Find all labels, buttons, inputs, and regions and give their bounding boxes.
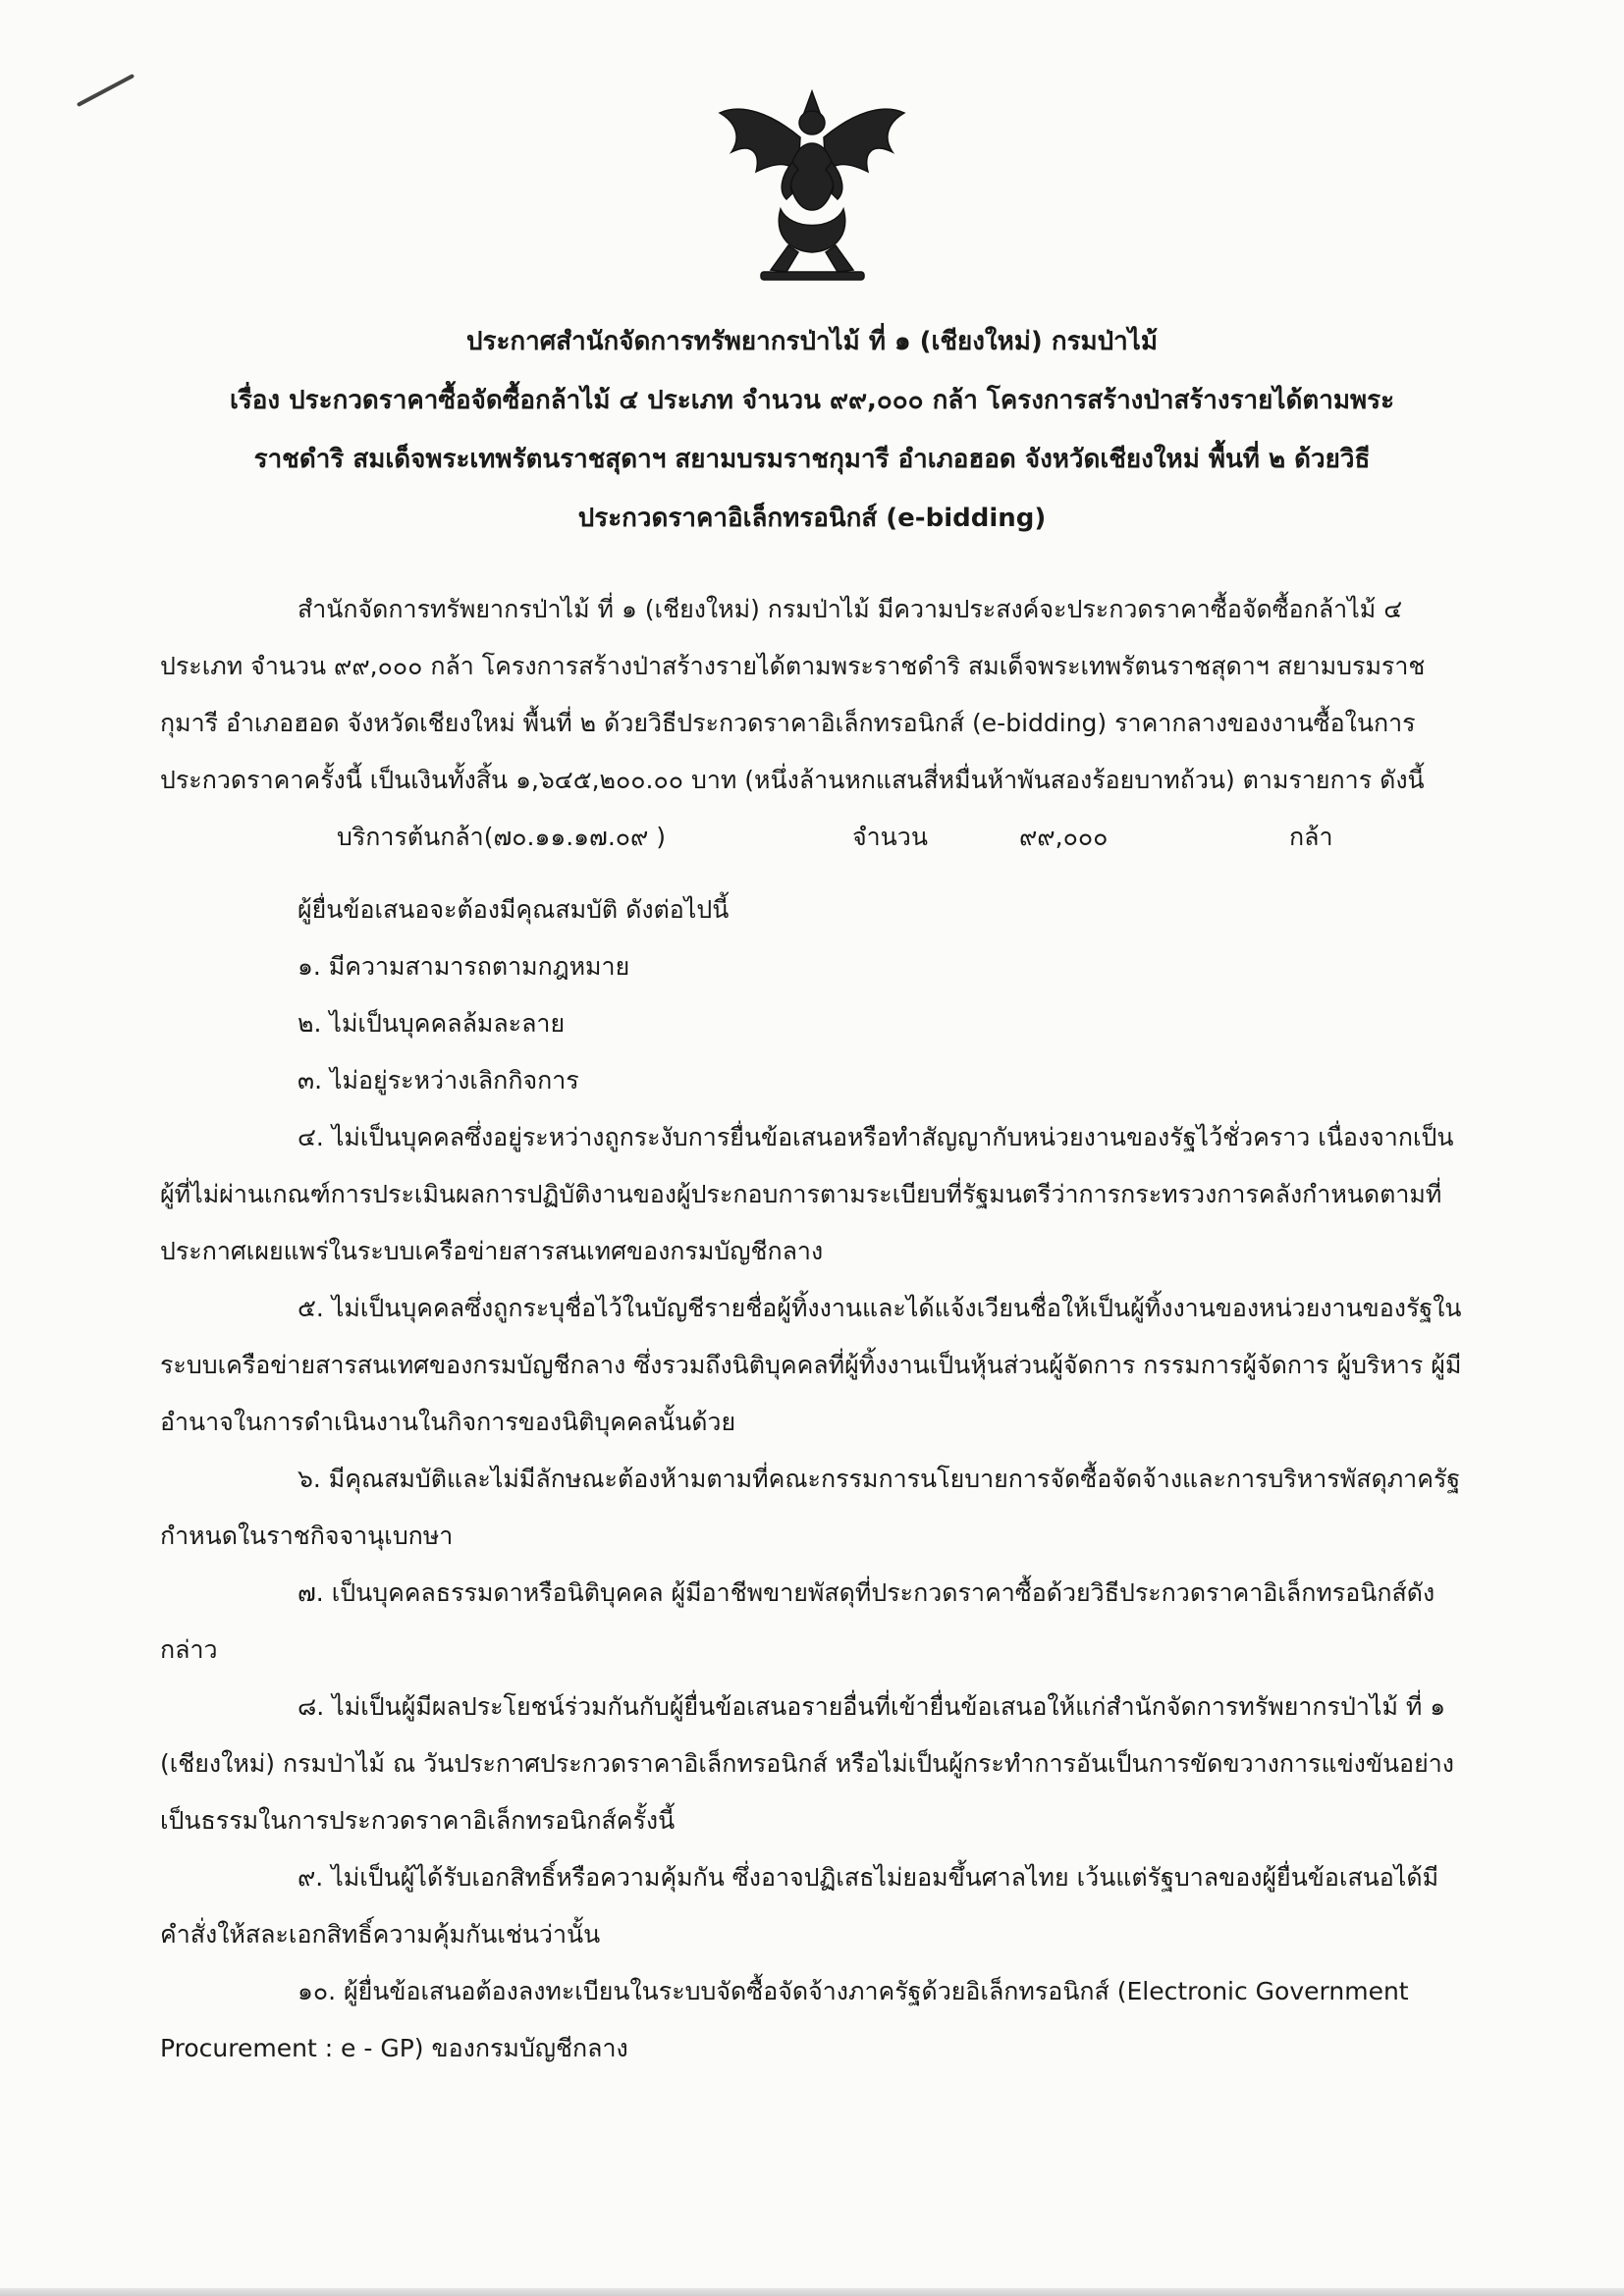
announcement-body	[160, 581, 1466, 2077]
qualification-item: ๒. ไม่เป็นบุคคลล้มละลาย	[298, 1009, 566, 1038]
qualification-item: ๙. ไม่เป็นผู้ได้รับเอกสิทธิ์หรือความคุ้มกัน ซึ่งอาจปฏิเสธไม่ยอมขึ้นศาลไทย เว้นแต่รัฐบาลของผู้ยื่นข้อเสนอได้มีคำสั่งให้สละเอกสิทธิ์ความคุ้มกันเช่นว่านั้น	[160, 1863, 1439, 1949]
title-line-2: เรื่อง ประกวดราคาซื้อจัดซื้อกล้าไม้ ๔ ประเภท จำนวน ๙๙,๐๐๐ กล้า โครงการสร้างป่าสร้างรายได้ตามพระ	[229, 386, 1395, 415]
title-line-1: ประกาศสำนักจัดการทรัพยากรป่าไม้ ที่ ๑ (เชียงใหม่) กรมป่าไม้	[465, 327, 1158, 356]
scan-bottom-edge	[0, 2288, 1624, 2296]
item-row	[160, 809, 1466, 866]
title-line-4: ประกวดราคาอิเล็กทรอนิกส์ (e-bidding)	[577, 504, 1047, 533]
item-name: บริการต้นกล้า(๗๐.๑๑.๑๗.๐๙ )	[337, 823, 667, 851]
qualification-item: ๓. ไม่อยู่ระหว่างเลิกกิจการ	[298, 1066, 579, 1095]
item-qty: ๙๙,๐๐๐	[1019, 823, 1109, 851]
qualification-item: ๖. มีคุณสมบัติและไม่มีลักษณะต้องห้ามตามที่คณะกรรมการนโยบายการจัดซื้อจัดจ้างและการบริหารพัสดุภาครัฐกำหนดในราชกิจจานุเบกษา	[160, 1465, 1461, 1550]
qualification-item: ๔. ไม่เป็นบุคคลซึ่งอยู่ระหว่างถูกระงับการยื่นข้อเสนอหรือทำสัญญากับหน่วยงานของรัฐไว้ชั่วคราว เนื่องจากเป็นผู้ที่ไม่ผ่านเกณฑ์การประเมินผลการปฏิบัติงานของผู้ประกอบการตามระเบียบที่รัฐมนตรีว่าการกระทรวงการคลังกำหนดตามที่ประกาศเผยแพร่ในระบบเครือข่ายสารสนเทศของกรมบัญชีกลาง	[160, 1123, 1454, 1265]
title-line-3: ราชดำริ สมเด็จพระเทพรัตนราชสุดาฯ สยามบรมราชกุมารี อำเภอฮอด จังหวัดเชียงใหม่ พื้นที่ ๒ ด้วยวิธี	[253, 445, 1371, 474]
qualification-item: ๑๐. ผู้ยื่นข้อเสนอต้องลงทะเบียนในระบบจัดซื้อจัดจ้างภาครัฐด้วยอิเล็กทรอนิกส์ (Electronic Government Procurement : e - GP) ของกรมบัญชีกลาง	[160, 1977, 1409, 2062]
qualifications-heading: ผู้ยื่นข้อเสนอจะต้องมีคุณสมบัติ ดังต่อไปนี้	[298, 895, 730, 924]
spacer	[160, 866, 1466, 881]
item-qty-label: จำนวน	[852, 823, 928, 851]
qualification-item: ๘. ไม่เป็นผู้มีผลประโยชน์ร่วมกันกับผู้ยื่นข้อเสนอรายอื่นที่เข้ายื่นข้อเสนอให้แก่สำนักจัดการทรัพยากรป่าไม้ ที่ ๑ (เชียงใหม่) กรมป่าไม้ ณ วันประกาศประกวดราคาอิเล็กทรอนิกส์ หรือไม่เป็นผู้กระทำการอันเป็นการขัดขวางการแข่งขันอย่างเป็นธรรมในการประกวดราคาอิเล็กทรอนิกส์ครั้งนี้	[160, 1692, 1454, 1835]
qualification-item: ๗. เป็นบุคคลธรรมดาหรือนิติบุคคล ผู้มีอาชีพขายพัสดุที่ประกวดราคาซื้อด้วยวิธีประกวดราคาอิเล็กทรอนิกส์ดังกล่าว	[160, 1578, 1435, 1664]
pen-mark	[77, 74, 135, 107]
qualification-item: ๕. ไม่เป็นบุคคลซึ่งถูกระบุชื่อไว้ในบัญชีรายชื่อผู้ทิ้งงานและได้แจ้งเวียนชื่อให้เป็นผู้ทิ้งงานของหน่วยงานของรัฐในระบบเครือข่ายสารสนเทศของกรมบัญชีกลาง ซึ่งรวมถึงนิติบุคคลที่ผู้ทิ้งงานเป็นหุ้นส่วนผู้จัดการ กรรมการผู้จัดการ ผู้บริหาร ผู้มีอำนาจในการดำเนินงานในกิจการของนิติบุคคลนั้นด้วย	[160, 1294, 1462, 1436]
intro-paragraph: สำนักจัดการทรัพยากรป่าไม้ ที่ ๑ (เชียงใหม่) กรมป่าไม้ มีความประสงค์จะประกวดราคาซื้อจัดซื้อกล้าไม้ ๔ ประเภท จำนวน ๙๙,๐๐๐ กล้า โครงการสร้างป่าสร้างรายได้ตามพระราชดำริ สมเด็จพระเทพรัตนราชสุดาฯ สยามบรมราชกุมารี อำเภอฮอด จังหวัดเชียงใหม่ พื้นที่ ๒ ด้วยวิธีประกวดราคาอิเล็กทรอนิกส์ (e-bidding) ราคากลางของงานซื้อในการประกวดราคาครั้งนี้ เป็นเงินทั้งสิ้น ๑,๖๔๕,๒๐๐.๐๐ บาท (หนึ่งล้านหกแสนสี่หมื่นห้าพันสองร้อยบาทถ้วน) ตามรายการ ดังนี้	[160, 595, 1426, 794]
garuda-emblem-icon	[702, 83, 923, 294]
announcement-title	[147, 312, 1477, 548]
qualification-item: ๑. มีความสามารถตามกฎหมาย	[298, 952, 630, 981]
item-unit: กล้า	[1289, 823, 1333, 851]
